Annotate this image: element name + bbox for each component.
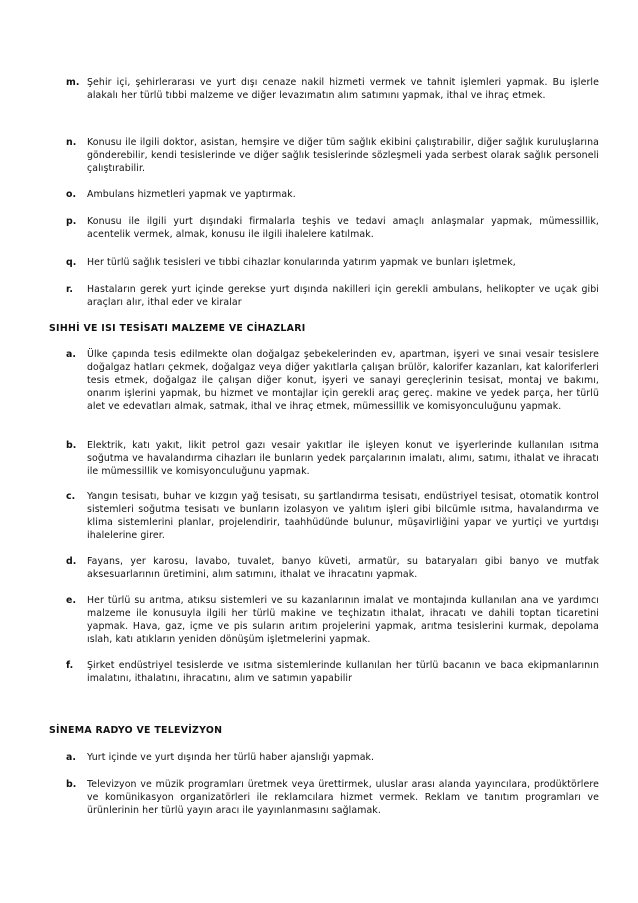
list-item-text: Her türlü su arıtma, atıksu sistemleri ve su kazanlarının imalat ve montajında kullanılan ana ve yardımcı malzeme ile konusuyla ilgili her türlü makine ve teçhizatın ithalat, ihracatı ve dahili toptan ticaretini yapmak. Hava, gaz, içme ve pis suların arıtım projelerini yapmak, arıtma tesislerini kurmak, depolama ıslah, katı atıkların yeniden dönüşüm işletmelerini yapmak. — [87, 595, 599, 645]
list-marker: c. — [66, 491, 76, 502]
list-item-a — [66, 348, 599, 413]
list-item-text: Hastaların gerek yurt içinde gerekse yurt dışında nakilleri için gerekli ambulans, helikopter ve uçak gibi araçları alır, ithal eder ve kiralar — [87, 284, 599, 308]
list-item-text: Her türlü sağlık tesisleri ve tıbbi cihazlar konularında yatırım yapmak ve bunları işletmek, — [87, 257, 516, 268]
list-item-b — [66, 439, 599, 478]
list-marker: n. — [66, 137, 77, 148]
list-marker: e. — [66, 595, 77, 606]
list-marker: o. — [66, 189, 77, 200]
list-marker: p. — [66, 216, 77, 227]
list-item-d — [66, 555, 599, 581]
list-marker: a. — [66, 752, 77, 763]
list-item-f — [66, 659, 599, 685]
list-item-text: Konusu ile ilgili doktor, asistan, hemşire ve diğer tüm sağlık ekibini çalıştırabilir, diğer sağlık kuruluşlarına gönderebilir, kendi tesislerinde ve diğer sağlık tesislerinde sözleşmeli yada serbest olarak sağlık personeli çalıştırabilir. — [87, 137, 599, 174]
list-item-text: Ülke çapında tesis edilmekte olan doğalgaz şebekelerinden ev, apartman, işyeri ve sınai vesair tesislere doğalgaz hatları çekmek, doğalgaz veya diğer yakıtlarla çalışan brülör, kalorifer kazanları, kat kaloriferleri tesis etmek, doğalgaz ile çalışan diğer konut, işyeri ve sanayi gereçlerinin tesisat, montaj ve bakımı, onarım işlerini yapmak, bu hizmet ve montajlar için gerekli araç gereç. makine ve yedek parça, her türlü alet ve edevatları almak, satmak, ithal ve ihraç etmek, mümessillik ve komisyonculuğunu yapmak. — [87, 349, 599, 412]
list-item-c — [66, 490, 599, 542]
list-marker: r. — [66, 284, 74, 295]
list-item-q — [66, 256, 599, 269]
list-item-r — [66, 283, 599, 309]
section-heading-sihhi: SIHHİ VE ISI TESİSATI MALZEME VE CİHAZLARI — [49, 323, 306, 334]
list-item-n — [66, 136, 599, 175]
list-item-text: Şirket endüstriyel tesislerde ve ısıtma sistemlerinde kullanılan her türlü bacanın ve baca ekipmanlarının imalatını, ithalatını, ihracatını, alım ve satımın yapabilir — [87, 660, 599, 684]
section-heading-sinema: SİNEMA RADYO VE TELEVİZYON — [49, 725, 223, 736]
list-item-o — [66, 188, 599, 201]
list-marker: b. — [66, 779, 77, 790]
list-item-p — [66, 215, 599, 241]
list-item-b — [66, 778, 599, 817]
list-marker: b. — [66, 440, 77, 451]
list-item-text: Televizyon ve müzik programları üretmek veya ürettirmek, uluslar arası alanda yayıncılara, prodüktörlere ve komünikasyon organizatörleri ile reklamcılara hizmet vermek. Reklam ve tanıtım programları ve ürünlerinin her türlü yayın aracı ile yayınlanmasını sağlamak. — [87, 779, 599, 816]
list-item-text: Şehir içi, şehirlerarası ve yurt dışı cenaze nakil hizmeti vermek ve tahnit işlemleri yapmak. Bu işlerle alakalı her türlü tıbbi malzeme ve diğer levazımatın alım satımını yapmak, ithal ve ihraç etmek. — [87, 77, 599, 101]
list-item-m — [66, 76, 599, 102]
list-item-text: Elektrik, katı yakıt, likit petrol gazı vesair yakıtlar ile işleyen konut ve işyerlerinde kullanılan ısıtma soğutma ve havalandırma cihazları ile bunların yedek parçalarının imalatı, alımı, satımı, ithalat ve ihracatı ile mümessillik ve komisyonculuğunu yapmak. — [87, 440, 599, 477]
list-item-text: Fayans, yer karosu, lavabo, tuvalet, banyo küveti, armatür, su bataryaları gibi banyo ve mutfak aksesuarlarının üretimini, alım satımını, ithalat ve ihracatını yapmak. — [87, 556, 599, 580]
list-item-text: Yangın tesisatı, buhar ve kızgın yağ tesisatı, su şartlandırma tesisatı, endüstriyel tesisat, otomatik kontrol sistemleri soğutma tesisatı ve bunların izolasyon ve yalıtım işleri gibi bilcümle ısıtma, havalandırma ve klima sistemlerini planlar, projelendirir, taahhüdünde bulunur, müşavirliğini yapar ve yurtiçi ve yurtdışı ihalelerine girer. — [87, 491, 599, 541]
list-item-text: Yurt içinde ve yurt dışında her türlü haber ajanslığı yapmak. — [87, 752, 375, 763]
list-marker: q. — [66, 257, 77, 268]
list-marker: f. — [66, 660, 74, 671]
list-marker: d. — [66, 556, 77, 567]
list-item-text: Ambulans hizmetleri yapmak ve yaptırmak. — [87, 189, 296, 200]
list-item-e — [66, 594, 599, 646]
list-marker: a. — [66, 349, 77, 360]
list-item-a — [66, 751, 599, 764]
list-marker: m. — [66, 77, 80, 88]
list-item-text: Konusu ile ilgili yurt dışındaki firmalarla teşhis ve tedavi amaçlı anlaşmalar yapmak, mümessillik, acentelik vermek, almak, konusu ile ilgili ihalelere katılmak. — [87, 216, 599, 240]
